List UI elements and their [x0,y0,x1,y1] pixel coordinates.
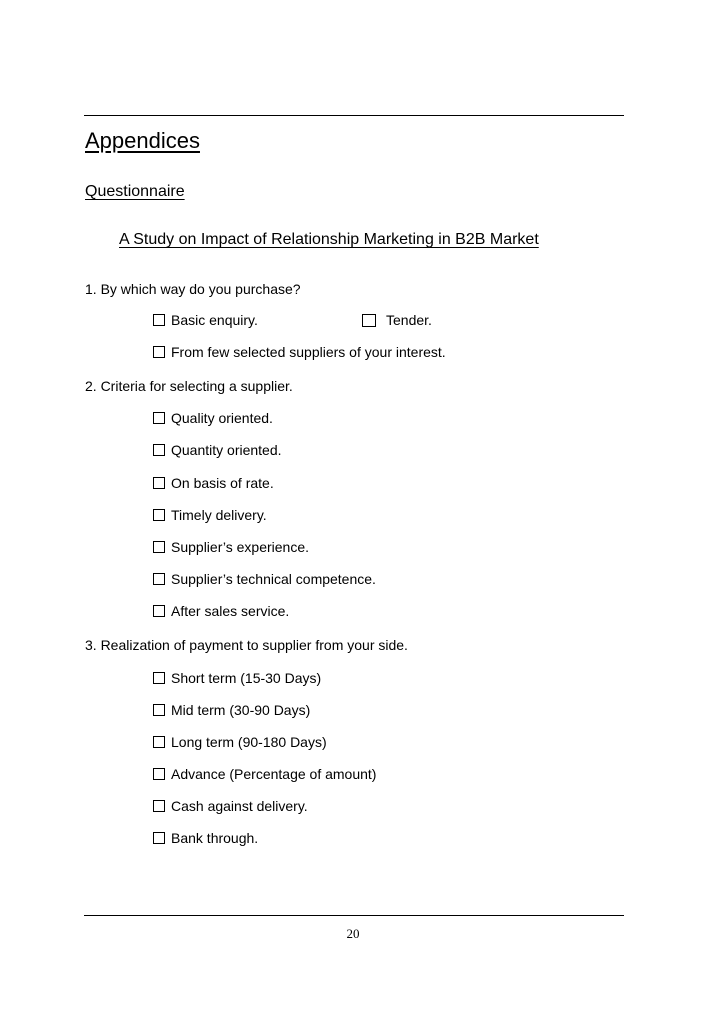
option-q3-advance [153,765,376,783]
option-label: After sales service. [171,603,290,619]
option-q2-quality [153,409,273,427]
option-label: Advance (Percentage of amount) [171,766,377,782]
option-label: Quality oriented. [171,410,273,426]
option-label: Quantity oriented. [171,442,282,458]
option-label: On basis of rate. [171,475,274,491]
checkbox[interactable] [153,768,165,780]
option-label: Mid term (30-90 Days) [171,702,311,718]
checkbox[interactable] [153,736,165,748]
option-q1-tender [362,311,432,329]
option-label: Short term (15-30 Days) [171,670,322,686]
option-label: Tender. [386,312,432,328]
checkbox[interactable] [153,314,165,326]
checkbox[interactable] [153,444,165,456]
page-heading: Appendices [85,128,200,153]
option-q1-basic-enquiry [153,311,258,329]
option-q2-after-sales [153,602,289,620]
option-q2-technical-competence [153,570,376,588]
footer-rule [84,915,624,916]
checkbox[interactable] [153,477,165,489]
question-1: 1. By which way do you purchase? [85,281,301,297]
study-title: A Study on Impact of Relationship Marketing in B2B Market [119,231,539,248]
question-2: 2. Criteria for selecting a supplier. [85,378,293,394]
option-q3-cash-against-delivery [153,797,308,815]
question-3: 3. Realization of payment to supplier from your side. [85,637,408,653]
option-label: Cash against delivery. [171,798,308,814]
checkbox[interactable] [153,573,165,585]
option-q2-quantity [153,441,282,459]
option-q2-timely-delivery [153,506,267,524]
checkbox[interactable] [153,605,165,617]
option-q3-mid-term [153,701,310,719]
checkbox[interactable] [153,672,165,684]
checkbox[interactable] [153,412,165,424]
checkbox[interactable] [153,346,165,358]
option-label: Basic enquiry. [171,312,258,328]
checkbox[interactable] [153,704,165,716]
header-rule [84,115,624,116]
option-q3-short-term [153,669,321,687]
checkbox[interactable] [153,800,165,812]
option-label: From few selected suppliers of your interest. [171,344,446,360]
checkbox[interactable] [362,314,376,327]
option-label: Long term (90-180 Days) [171,734,327,750]
option-q2-experience [153,538,309,556]
option-label: Bank through. [171,830,259,846]
page-number: 20 [346,926,360,941]
checkbox[interactable] [153,832,165,844]
option-q3-bank-through [153,829,258,847]
section-heading: Questionnaire [85,183,185,200]
checkbox[interactable] [153,509,165,521]
option-q3-long-term [153,733,327,751]
option-label: Timely delivery. [171,507,267,523]
option-q2-rate [153,474,274,492]
checkbox[interactable] [153,541,165,553]
option-label: Supplier’s experience. [171,539,310,555]
option-label: Supplier’s technical competence. [171,571,376,587]
option-q1-selected-suppliers [153,343,446,361]
